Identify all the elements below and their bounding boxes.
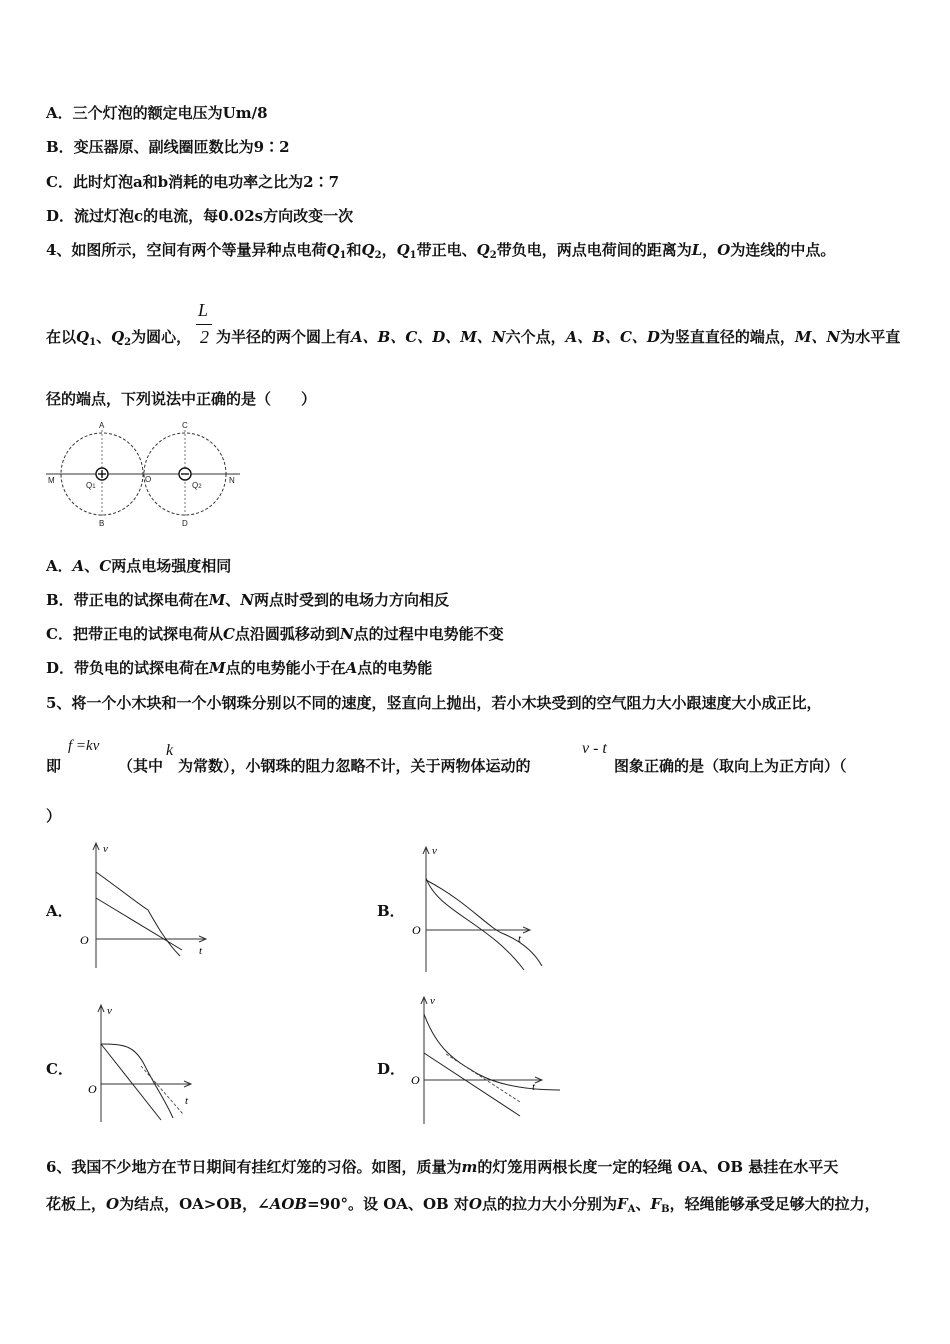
- q5-label-c: C．: [46, 1060, 73, 1078]
- q3-option-d: D．流过灯泡c的电流，每0.02s方向改变一次: [46, 207, 354, 225]
- q6-line2: 花板上，O为结点，OA>OB，∠AOB=90°。设 OA、OB 对O点的拉力大小分别为$F_A$、$F_B$，轻绳能够承受足够大的拉力，: [46, 1195, 880, 1215]
- axis-o: O: [411, 1073, 420, 1087]
- q3-option-b: B．变压器原、副线圈匝数比为9∶2: [46, 138, 290, 156]
- q5-line2-a: 即: [46, 757, 62, 775]
- q4-line2-right: 为半径的两个圆上有A、B、C、D、M、N六个点，A、B、C、D为竖直直径的端点，M、N为水平直: [216, 328, 901, 346]
- axis-v: v: [430, 995, 435, 1007]
- axis-t: t: [518, 933, 522, 945]
- q5-line1: 5、将一个小木块和一个小钢珠分别以不同的速度，竖直向上抛出，若小木块受到的空气阻力大小跟速度大小成正比，: [46, 694, 822, 712]
- axis-o: O: [88, 1082, 97, 1096]
- axis-v: v: [103, 843, 108, 855]
- label-a: A: [99, 421, 105, 430]
- q5-label-a: A．: [46, 902, 73, 920]
- axis-t: t: [185, 1095, 189, 1107]
- q5-line2-b: （其中: [118, 757, 164, 775]
- graph-d: [408, 992, 568, 1127]
- label-o: O: [145, 475, 152, 484]
- q4-option-d: D．带负电的试探电荷在M点的电势能小于在A点的电势能: [46, 659, 433, 677]
- fraction-numerator: L: [198, 300, 209, 320]
- dashed-line: [446, 1054, 520, 1102]
- fraction-bar: [196, 324, 212, 325]
- q4-line3: 径的端点，下列说法中正确的是（ ）: [46, 390, 317, 408]
- curve-1: [426, 878, 524, 970]
- q4-line1: 4、如图所示，空间有两个等量异种点电荷$Q_1$和$Q_2$，$Q_1$带正电、$Q_2$带负电，两点电荷间的距离为L，O为连线的中点。: [46, 241, 836, 261]
- label-q1: Q1: [86, 481, 96, 490]
- label-d: D: [182, 519, 188, 528]
- q4-option-b: B．带正电的试探电荷在M、N两点时受到的电场力方向相反: [46, 591, 450, 609]
- label-n: N: [229, 476, 235, 485]
- q5-label-b: B．: [377, 902, 405, 920]
- q5-k: k: [166, 742, 174, 759]
- label-c: C: [182, 421, 188, 430]
- line-2: [101, 1044, 161, 1120]
- q4-option-c: C．把带正电的试探电荷从C点沿圆弧移动到N点的过程中电势能不变: [46, 625, 504, 643]
- q4-option-a: A．A、C两点电场强度相同: [46, 557, 232, 575]
- axis-v: v: [107, 1005, 112, 1017]
- fraction-denominator: 2: [200, 327, 209, 347]
- axis-o: O: [412, 923, 421, 937]
- graph-b: [408, 842, 548, 974]
- q6-line1: 6、我国不少地方在节日期间有挂红灯笼的习俗。如图，质量为m的灯笼用两根长度一定的轻绳 OA、OB 悬挂在水平天: [46, 1158, 839, 1176]
- label-q2: Q2: [192, 481, 202, 490]
- curve-1: [101, 1044, 173, 1118]
- curve-2: [426, 880, 542, 966]
- axis-o: O: [80, 933, 89, 947]
- graph-c: [85, 1000, 215, 1125]
- q5-formula: f =kv: [68, 738, 100, 754]
- q4-circles-figure: [40, 418, 250, 530]
- label-m: M: [48, 476, 55, 485]
- axis-v: v: [432, 845, 437, 857]
- graph-a: [76, 838, 216, 970]
- q3-option-a: A．三个灯泡的额定电压为Um/8: [46, 104, 268, 122]
- axis-t: t: [532, 1081, 536, 1093]
- line-2: [96, 898, 182, 950]
- q5-line2-d: 图象正确的是（取向上为正方向）（: [614, 757, 847, 775]
- q5-vt: v - t: [582, 740, 607, 757]
- label-b: B: [99, 519, 105, 528]
- curve-1: [96, 872, 180, 956]
- q3-option-c: C．此时灯泡a和b消耗的电功率之比为2∶7: [46, 173, 340, 191]
- q5-line3: ）: [46, 807, 62, 825]
- dashed-line: [141, 1066, 183, 1114]
- axis-t: t: [199, 945, 203, 957]
- q4-line2-left: 在以$Q_1$、$Q_2$为圆心，: [46, 328, 192, 348]
- q5-label-d: D．: [377, 1060, 406, 1078]
- q5-line2-c: 为常数），小钢珠的阻力忽略不计，关于两物体运动的: [178, 757, 531, 775]
